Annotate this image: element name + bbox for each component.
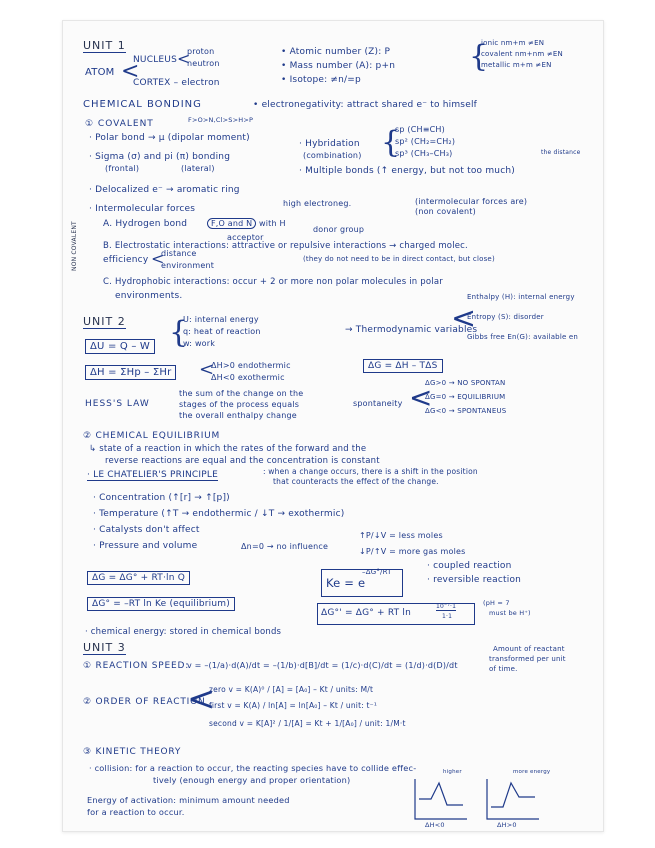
cortex-label: CORTEX – electron [133,78,220,88]
hess-def-2: stages of the process equals [179,400,300,409]
graph2-label: ΔH>0 [497,821,517,829]
hess-law: HESS'S LAW [85,399,150,409]
no-influence: Δn=0 → no influence [241,542,329,551]
energy-diagram-exothermic [411,773,469,823]
ke-base: Ke = e [326,576,366,590]
equilibrium-def-1: ↳ state of a reaction in which the rates of the forward and the [89,444,367,454]
exothermic: ΔH<0 exothermic [211,373,285,382]
chemical-bonding-heading: CHEMICAL BONDING [83,99,202,110]
mass-number: • Mass number (A): p+n [281,61,396,71]
side-label-non-covalent: NON COVALENT [71,221,78,271]
w-definition: w: work [183,339,216,348]
collision-1: · collision: for a reaction to occur, the reacting species have to collide effec- [89,763,417,773]
rate-note-2: transformed per unit [489,655,566,663]
donor-group: donor group [313,225,365,234]
endothermic: ΔH>0 endothermic [211,361,291,370]
intermolecular-note: (intermolecular forces are) [415,197,528,206]
graph1-top: higher [443,769,462,775]
first-law-box: ΔU = Q – W [85,339,155,354]
acceptor: acceptor [227,233,264,242]
kinetic-heading: ③ KINETIC THEORY [83,747,182,757]
le-chatelier-def-2: that counteracts the effect of the change. [273,477,439,486]
sp-label: sp (CH≡CH) [395,125,445,134]
hess-def-1: the sum of the change on the [179,389,304,398]
unit1-title: UNIT 1 [83,39,126,52]
hybridation: · Hybridation [299,139,360,149]
with-h: with H [259,219,286,228]
activation-2: for a reaction to occur. [87,807,185,817]
hybridation-brace: { [381,125,401,160]
g-zero: ΔG=0 → EQUILIBRIUM [425,393,506,401]
gibbs-equation: ΔG = ΔH – TΔS [363,359,443,373]
entropy-var: Entropy (S): disorder [467,313,544,321]
dg0-prime-text: ΔG°' = ΔG° + RT ln [321,608,412,618]
order-zero: zero v = K(A)⁰ / [A] = [A₀] – Kt / units: M/t [209,685,374,694]
catalysts: · Catalysts don't affect [93,525,200,535]
combination: (combination) [303,151,362,160]
energy-diagram-endothermic [483,773,541,823]
ke-exponent: –ΔG°/RT [362,568,392,576]
dg0-equation: ΔG° = –RT ln Ke (equilibrium) [87,597,235,611]
less-moles: ↑P/↓V = less moles [359,531,443,540]
covalent-heading: ① COVALENT [85,119,154,129]
fon-group: F,O and N [207,218,256,229]
spontaneity-brace: < [409,381,433,414]
rate-equation: v = –(1/a)·d(A)/dt = –(1/b)·d[B]/dt = (1/c)·d(C)/dt = (1/d)·d(D)/dt [187,661,458,670]
environments: environments. [115,291,183,301]
bond-type-metallic: metallic m+m ≠EN [481,61,552,69]
hydrogen-bond: A. Hydrogen bond [103,219,188,229]
electrostatic: B. Electrostatic interactions: attractive or repulsive interactions → charged molec. [103,241,468,251]
concentration: · Concentration (↑[r] → ↑[p]) [93,493,230,503]
equilibrium-heading: ② CHEMICAL EQUILIBRIUM [83,431,221,441]
hess-def-3: the overall enthalpy change [179,411,297,420]
enthalpy-brace: < [199,359,215,380]
more-moles: ↓P/↑V = more gas moles [359,547,466,556]
bond-type-ionic: ionic nm+m ≠EN [481,39,545,47]
unit2-title: UNIT 2 [83,315,126,328]
bond-types-brace: { [469,39,489,74]
order-second: second v = K[A]² / 1/[A] = Kt + 1/[A₀] / unit: 1/M·t [209,719,406,728]
multiple-bonds: · Multiple bonds (↑ energy, but not too much) [299,166,515,176]
q-definition: q: heat of reaction [183,327,261,336]
g-negative: ΔG<0 → SPONTANEUS [425,407,507,415]
lateral-label: (lateral) [181,164,215,173]
sp3-label: sp³ (CH₃–CH₃) [395,149,453,158]
nucleus-label: NUCLEUS [133,55,178,65]
rate-note-3: of time. [489,665,518,673]
non-covalent-note: (non covalent) [415,207,476,216]
coupled-reaction: · coupled reaction [427,561,512,571]
reversible-reaction: · reversible reaction [427,575,522,585]
rate-note-1: Amount of reactant [493,645,565,653]
pressure: · Pressure and volume [93,541,198,551]
activation-1: Energy of activation: minimum amount needed [87,795,290,805]
isotope: • Isotope: ≠n/=p [281,75,361,85]
gibbs-var: Gibbs free En(G): available en [467,333,579,341]
dg0-prime-den: 1·1 [442,613,453,620]
high-electroneg: high electroneg. [283,199,352,208]
neutron-label: neutron [187,59,220,68]
efficiency-brace: < [151,249,165,268]
polar-bond: · Polar bond → μ (dipolar moment) [89,133,250,143]
atom-brace: < [121,59,140,84]
graph1-label: ΔH<0 [425,821,445,829]
sp2-label: sp² (CH₂=CH₂) [395,137,456,146]
sigma-pi: · Sigma (σ) and pi (π) bonding [89,152,231,162]
thermo-vars: → Thermodynamic variables [345,325,478,335]
enthalpy-var: Enthalpy (H): internal energy [467,293,575,301]
notes-page [62,20,604,832]
ke-equation [321,569,403,597]
collision-2: tively (enough energy and proper orientation) [153,775,351,785]
dg0-prime-equation [317,603,475,625]
electronegativity-order: F>O>N,Cl>S>H>P [188,116,254,124]
chemical-energy: · chemical energy: stored in chemical bonds [85,627,282,637]
dg-equation: ΔG = ΔG° + RT·ln Q [87,571,190,585]
u-definition: U: internal energy [183,315,259,324]
order-brace: < [187,679,216,719]
thermo-brace: < [451,301,477,336]
unit3-title: UNIT 3 [83,641,126,654]
hydrophobic: C. Hydrophobic interactions: occur + 2 or more non polar molecules in polar [103,277,443,287]
g-positive: ΔG>0 → NO SPONTAN [425,379,506,387]
atom-label: ATOM [85,67,115,78]
order-heading: ② ORDER OF REACTION [83,697,206,707]
delocalized: · Delocalized e⁻ → aromatic ring [89,185,240,195]
equilibrium-def-2: reverse reactions are equal and the concentration is constant [105,456,380,466]
frontal-label: (frontal) [105,164,140,173]
order-first: first v = K(A) / ln[A] = ln[A₀] – Kt / unit: t⁻¹ [209,701,378,710]
the-distance: the distance [541,149,581,156]
contact-note: (they do not need to be in direct contact, but close) [303,255,495,263]
ph-note-2: must be H⁺) [489,609,531,617]
electronegativity: • electronegativity: attract shared e⁻ to himself [253,100,478,110]
first-law-brace: { [169,315,189,350]
efficiency: efficiency [103,255,149,265]
le-chatelier-def-1: : when a change occurs, there is a shift in the position [263,467,478,476]
ph-note-1: (pH = 7 [483,599,510,607]
distance: distance [161,249,197,258]
environment: environment [161,261,215,270]
nucleus-brace: < [177,49,191,68]
enthalpy-box: ΔH = ΣHp – ΣHr [85,365,176,380]
reaction-speed-heading: ① REACTION SPEED: [83,661,190,671]
graph2-top: more energy [513,769,551,775]
atomic-number: • Atomic number (Z): P [281,47,391,57]
bond-type-covalent: covalent nm+nm ≠EN [481,50,563,58]
le-chatelier: · LE CHATELIER'S PRINCIPLE [87,470,218,480]
spontaneity: spontaneity [353,399,403,408]
intermolecular-forces: · Intermolecular forces [89,204,196,214]
proton-label: proton [187,47,215,56]
dg0-prime-num: 10⁻⁷·1 [436,603,457,610]
temperature: · Temperature (↑T → endothermic / ↓T → exothermic) [93,509,345,519]
